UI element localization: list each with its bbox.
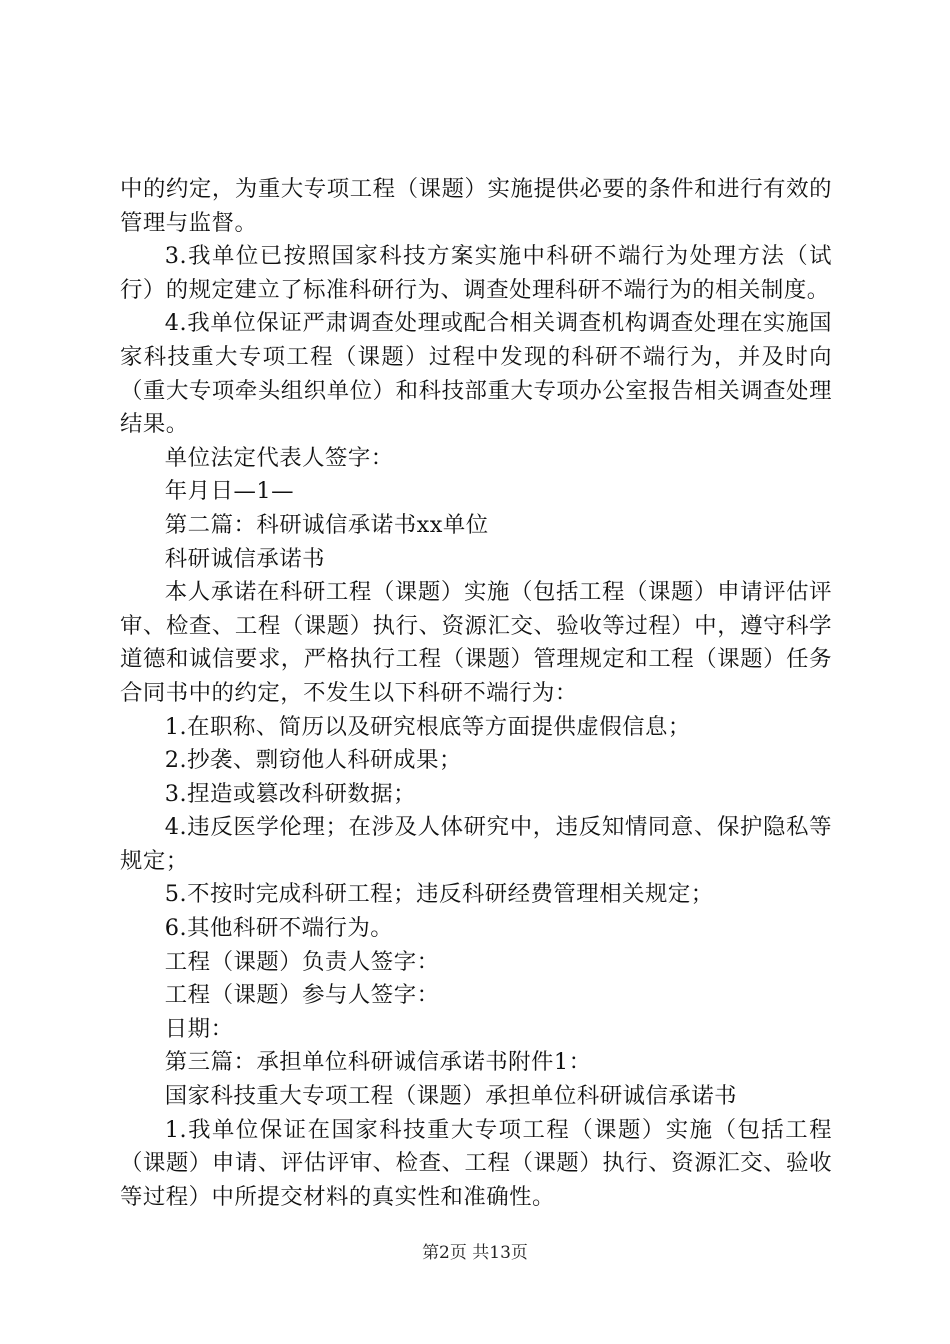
paragraph: 1.我单位保证在国家科技重大专项工程（课题）实施（包括工程（课题）申请、评估评审、检查、工程（课题）执行、资源汇交、验收等过程）中所提交材料的真实性和准确性。 — [120, 1116, 832, 1210]
signature-line-legal-representative: 单位法定代表人签字： — [164, 444, 394, 471]
list-item: 5.不按时完成科研工程；违反科研经费管理相关规定； — [164, 881, 714, 908]
section-heading: 第三篇：承担单位科研诚信承诺书附件1： — [164, 1049, 592, 1076]
section-title: 国家科技重大专项工程（课题）承担单位科研诚信承诺书 — [164, 1083, 738, 1110]
signature-line-participant: 工程（课题）参与人签字： — [164, 982, 440, 1009]
document-body — [120, 173, 832, 1214]
section-title: 科研诚信承诺书 — [164, 545, 326, 572]
section-heading: 第二篇：科研诚信承诺书xx单位 — [164, 511, 489, 538]
date-line: 日期： — [164, 1015, 234, 1042]
list-item: 2.抄袭、剽窃他人科研成果； — [164, 747, 462, 774]
paragraph: 中的约定，为重大专项工程（课题）实施提供必要的条件和进行有效的管理与监督。 — [120, 176, 832, 236]
page-number-footer: 第2页 共13页 — [422, 1243, 528, 1263]
paragraph: 本人承诺在科研工程（课题）实施（包括工程（课题）申请评估评审、检查、工程（课题）执行、资源汇交、验收等过程）中，遵守科学道德和诚信要求，严格执行工程（课题）管理规定和工程（课题）任务合同书中的约定，不发生以下科研不端行为： — [120, 579, 832, 706]
paragraph: 4.我单位保证严肃调查处理或配合相关调查机构调查处理在实施国家科技重大专项工程（课题）过程中发现的科研不端行为，并及时向（重大专项牵头组织单位）和科技部重大专项办公室报告相关调查处理结果。 — [120, 310, 832, 438]
list-item: 3.捏造或篡改科研数据； — [164, 780, 417, 807]
list-item: 1.在职称、简历以及研究根底等方面提供虚假信息； — [164, 713, 691, 740]
list-item: 6.其他科研不端行为。 — [164, 915, 394, 942]
paragraph: 3.我单位已按照国家科技方案实施中科研不端行为处理方法（试行）的规定建立了标准科研行为、调查处理科研不端行为的相关制度。 — [120, 243, 832, 303]
signature-line-project-leader: 工程（课题）负责人签字： — [164, 948, 440, 975]
list-item: 4.违反医学伦理；在涉及人体研究中，违反知情同意、保护隐私等规定； — [120, 814, 832, 874]
date-line: 年月日—1— — [164, 478, 294, 505]
